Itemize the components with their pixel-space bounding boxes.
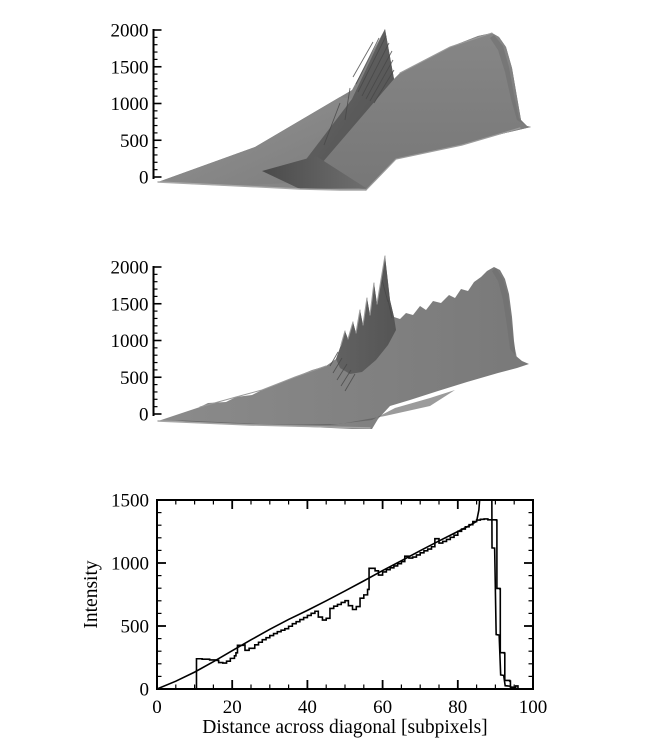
series-model-ramp-line xyxy=(157,441,533,689)
x-tick-label: 0 xyxy=(152,697,162,718)
z-tick-label: 0 xyxy=(139,404,149,426)
z-tick-label: 0 xyxy=(139,167,149,189)
series-extracted-profile-step xyxy=(157,519,533,689)
y-tick-label: 500 xyxy=(120,616,149,638)
surface-plot-model xyxy=(111,21,532,191)
y-axis-title: Intensity xyxy=(81,560,102,629)
z-tick-label: 500 xyxy=(120,367,149,389)
z-tick-label: 1000 xyxy=(110,94,149,115)
x-axis-title: Distance across diagonal [subpixels] xyxy=(202,717,488,738)
z-tick-label: 1000 xyxy=(110,331,149,352)
intensity-profile-plot xyxy=(81,441,547,738)
x-tick-label: 100 xyxy=(518,697,548,718)
surface-plot-data xyxy=(111,256,530,429)
x-tick-label: 20 xyxy=(222,697,242,718)
z-tick-label: 1500 xyxy=(110,57,149,79)
y-tick-label: 0 xyxy=(139,679,149,701)
z-tick-label: 500 xyxy=(120,130,149,152)
x-tick-label: 60 xyxy=(373,697,393,718)
x-tick-label: 40 xyxy=(297,697,317,718)
y-tick-label: 1000 xyxy=(111,553,149,575)
x-tick-label: 80 xyxy=(448,697,468,718)
y-tick-label: 1500 xyxy=(111,490,149,512)
z-tick-label: 1500 xyxy=(110,294,149,316)
z-tick-label: 2000 xyxy=(110,257,149,279)
z-tick-label: 2000 xyxy=(110,20,149,42)
